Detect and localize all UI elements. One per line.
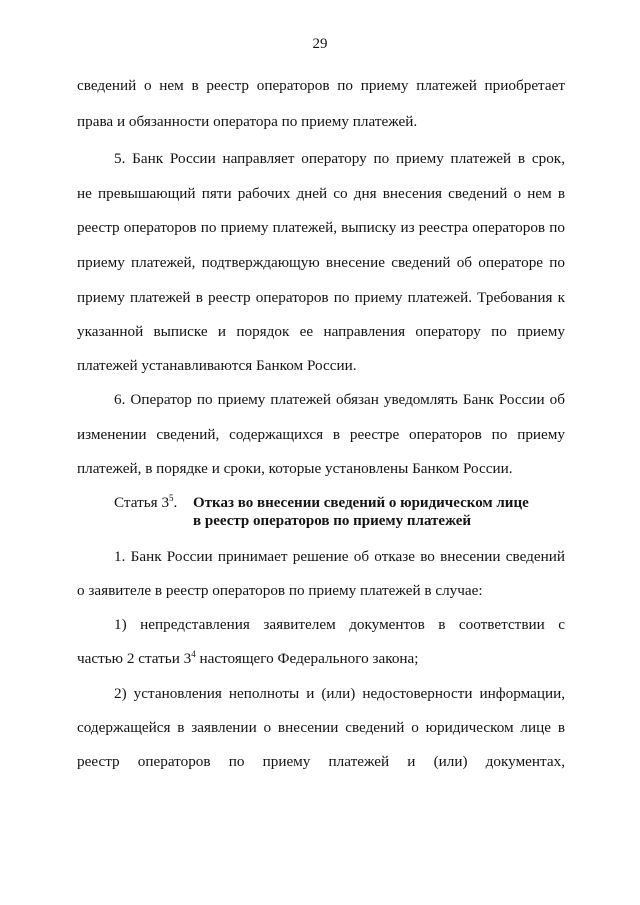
article-label-end: . <box>173 494 178 511</box>
paragraph-5-line: приему платежей, подтверждающую внесение сведений об операторе по <box>77 254 565 271</box>
sub-item-2-line: реестр операторов по приему платежей и (или) документах, <box>77 753 565 770</box>
paragraph-5-line: указанной выписке и порядок ее направления оператору по приему <box>77 323 565 340</box>
sub-item-1-line <box>77 649 565 669</box>
article-label-sup: 5 <box>169 493 174 503</box>
paragraph-6-line: изменении сведений, содержащихся в реестре операторов по приему <box>77 426 565 443</box>
sub-item-1-sup: 4 <box>191 649 196 659</box>
paragraph-5-line: не превышающий пяти рабочих дней со дня внесения сведений о нем в <box>77 185 565 202</box>
sub-item-2-line: 2) установления неполноты и (или) недостоверности информации, <box>114 685 565 702</box>
article-item-1-line: 1. Банк России принимает решение об отказе во внесении сведений <box>114 548 565 565</box>
article-label <box>114 493 177 513</box>
article-title-line: Отказ во внесении сведений о юридическом лице <box>193 495 529 511</box>
paragraph-5-line: 5. Банк России направляет оператору по приему платежей в срок, <box>114 150 565 167</box>
article-item-1-line: о заявителе в реестр операторов по приему платежей в случае: <box>77 582 483 599</box>
sub-item-1-pre: частью 2 статьи 3 <box>77 650 192 667</box>
article-label-text: Статья 3 <box>114 494 170 511</box>
page-number: 29 <box>312 36 328 52</box>
paragraph-5-line: платежей устанавливаются Банком России. <box>77 357 357 374</box>
paragraph-6-line: 6. Оператор по приему платежей обязан уведомлять Банк России об <box>114 391 565 408</box>
article-title-line: в реестр операторов по приему платежей <box>193 513 472 529</box>
text-line: права и обязанности оператора по приему платежей. <box>77 113 418 130</box>
paragraph-6-line: платежей, в порядке и сроки, которые установлены Банком России. <box>77 460 513 477</box>
sub-item-2-line: содержащейся в заявлении о внесении сведений о юридическом лице в <box>77 719 565 736</box>
paragraph-5-line: приему платежей в реестр операторов по приему платежей. Требования к <box>77 289 565 306</box>
paragraph-5-line: реестр операторов по приему платежей, выписку из реестра операторов по <box>77 219 565 236</box>
text-line: сведений о нем в реестр операторов по приему платежей приобретает <box>77 77 565 94</box>
sub-item-1-line: 1) непредставления заявителем документов в соответствии с <box>114 616 565 633</box>
sub-item-1-post: настоящего Федерального закона; <box>195 650 419 667</box>
